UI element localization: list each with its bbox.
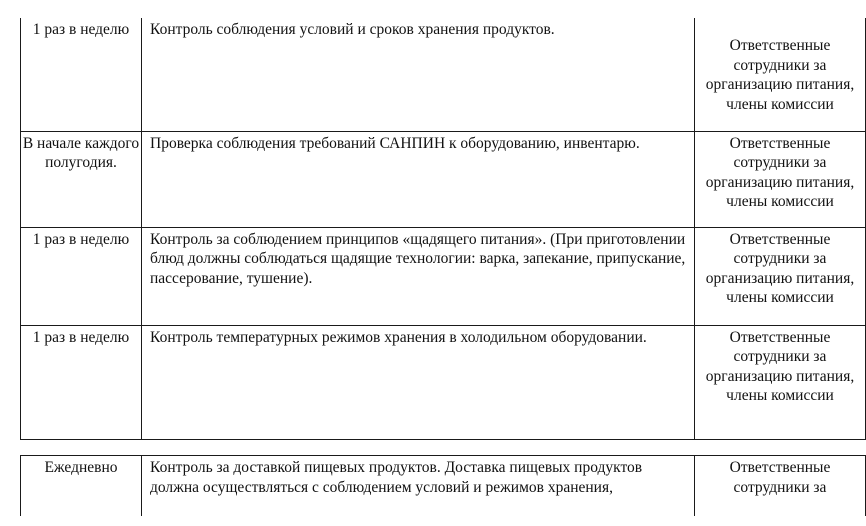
responsible-cell: Ответственные сотрудники за организацию питания, члены комиссии [695,325,866,439]
table-row [21,227,866,325]
frequency-cell: В начале каждого полугодия. [21,131,142,227]
frequency-cell: Ежедневно [21,456,142,516]
table-row [21,456,866,516]
activity-cell: Контроль соблюдения условий и сроков хранения продуктов. [142,18,695,131]
control-schedule-table-continued [20,455,866,516]
activity-cell: Контроль за соблюдением принципов «щадящего питания». (При приготовлении блюд должны соблюдаться щадящие технологии: варка, запекание, припускание, пассерование, тушение). [142,227,695,325]
frequency-cell: 1 раз в неделю [21,18,142,131]
responsible-cell: Ответственные сотрудники за организацию питания, члены комиссии [695,227,866,325]
table-row [21,18,866,131]
activity-cell: Контроль за доставкой пищевых продуктов. Доставка пищевых продуктов должна осуществляться с соблюдением условий и режимов хранения, [142,456,695,516]
table-row [21,325,866,439]
activity-cell: Контроль температурных режимов хранения в холодильном оборудовании. [142,325,695,439]
responsible-cell: Ответственные сотрудники за [695,456,866,516]
table-row [21,131,866,227]
frequency-cell: 1 раз в неделю [21,227,142,325]
activity-cell: Проверка соблюдения требований САНПИН к оборудованию, инвентарю. [142,131,695,227]
frequency-cell: 1 раз в неделю [21,325,142,439]
control-schedule-table [20,18,866,440]
responsible-cell: Ответственные сотрудники за организацию питания, члены комиссии [695,18,866,131]
responsible-cell: Ответственные сотрудники за организацию питания, члены комиссии [695,131,866,227]
